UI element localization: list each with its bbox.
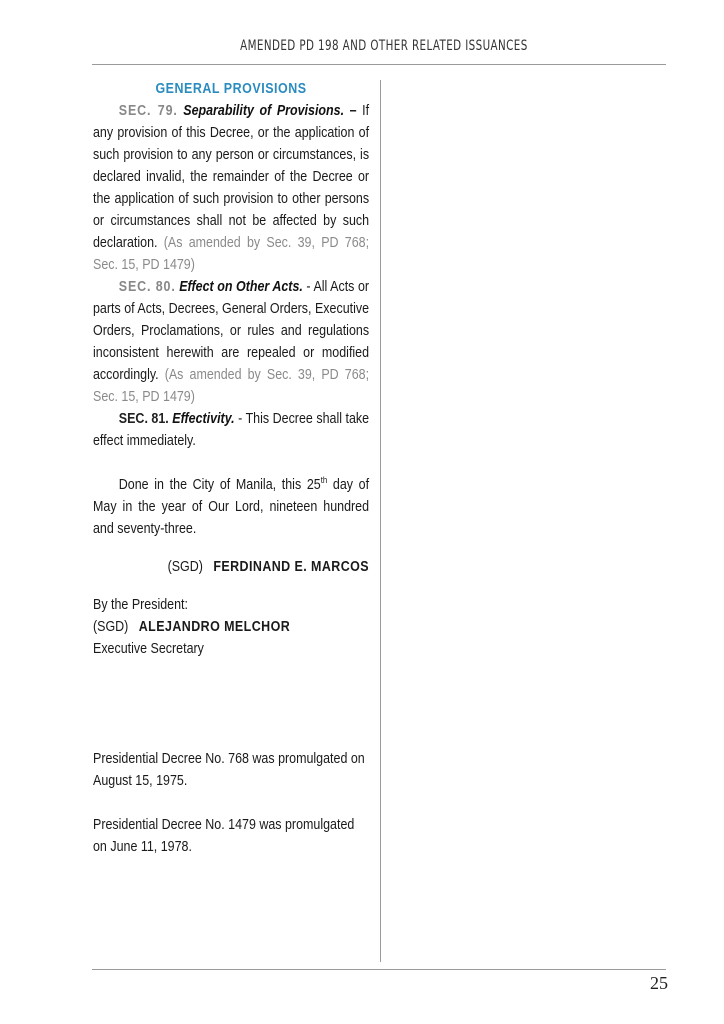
president-signature — [93, 556, 369, 578]
signature-name: FERDINAND E. MARCOS — [213, 559, 370, 575]
sec79-dash: – — [344, 103, 363, 119]
sec79-title: Separability of Provisions. — [183, 103, 345, 119]
sec79-body: If any provision of this Decree, or the application of such provision to any person or circumstances, is declared invalid, the remainder of the Decree or the application of such provision to other persons or circumstances shall not be affected by such declaration. — [93, 103, 370, 251]
sec80-title: Effect on Other Acts. — [179, 279, 303, 295]
note-pd1479: Presidential Decree No. 1479 was promulgated on June 11, 1978. — [93, 817, 355, 855]
main-column — [93, 78, 369, 858]
note-pd768: Presidential Decree No. 768 was promulgated on August 15, 1975. — [93, 751, 365, 789]
done-paragraph — [93, 474, 369, 540]
footer-rule — [92, 969, 666, 970]
done-suffix: day of May in the year of Our Lord, nineteen hundred and seventy-three. — [93, 477, 370, 537]
section-heading: GENERAL PROVISIONS — [155, 81, 307, 97]
sec80-paragraph — [93, 276, 369, 408]
sec81-paragraph — [93, 408, 369, 452]
done-prefix: Done in the City of Manila, this 25 — [118, 477, 321, 493]
sec81-body: This Decree shall take effect immediately. — [93, 411, 370, 449]
page-number: 25 — [650, 973, 668, 993]
done-sup: th — [320, 475, 328, 486]
attest-signature-line — [93, 616, 369, 638]
sec79-paragraph — [93, 100, 369, 276]
by-the-president: By the President: — [93, 597, 188, 613]
sec81-label: SEC. 81. — [118, 411, 169, 427]
running-header: AMENDED PD 198 AND OTHER RELATED ISSUANCES — [240, 38, 528, 54]
signature-sgd: (SGD) — [167, 559, 203, 575]
sec80-label: SEC. 80. — [118, 279, 176, 295]
sec81-title: Effectivity. — [172, 411, 235, 427]
sec79-amendment: (As amended by Sec. 39, PD 768; Sec. 15, PD 1479) — [93, 235, 370, 273]
sec81-dash: - — [234, 411, 246, 427]
text-block — [93, 78, 369, 858]
attest-title: Executive Secretary — [93, 641, 204, 657]
sec80-dash: - — [302, 279, 314, 295]
sec80-amendment: (As amended by Sec. 39, PD 768; Sec. 15, PD 1479) — [93, 367, 370, 405]
attest-sgd: (SGD) — [93, 619, 129, 635]
attest-name: ALEJANDRO MELCHOR — [138, 619, 291, 635]
column-divider — [380, 80, 381, 962]
attestation-block — [93, 594, 369, 660]
sec79-label: SEC. 79. — [118, 103, 178, 119]
sec80-body: All Acts or parts of Acts, Decrees, General Orders, Executive Orders, Proclamations, or rules and regulations inconsistent herewith are repealed or modified accordingly. — [93, 279, 370, 383]
header-rule — [92, 64, 666, 65]
